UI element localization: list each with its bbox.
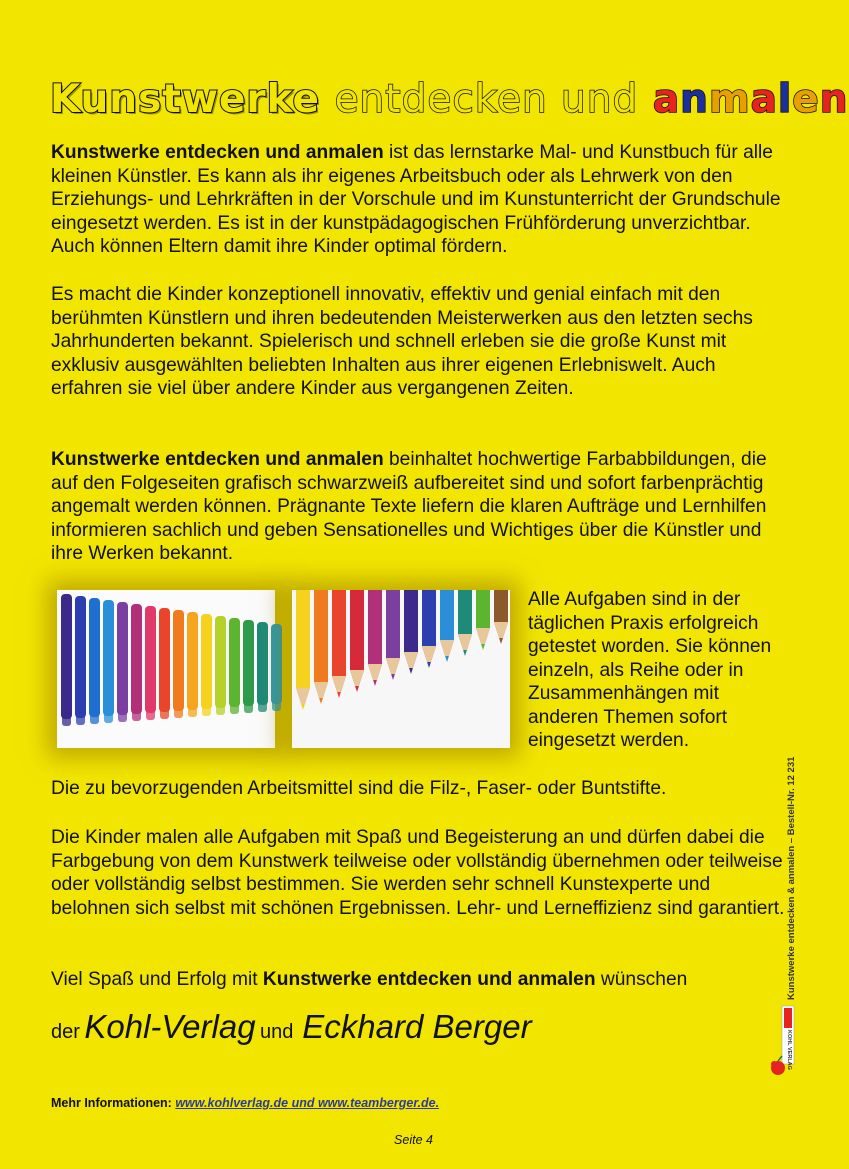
page-title bbox=[50, 74, 849, 126]
marker-cap bbox=[230, 700, 239, 714]
title-letter: l bbox=[777, 77, 793, 122]
title-letter: n bbox=[680, 77, 709, 122]
title-letter: e bbox=[792, 77, 820, 122]
signature-und: und bbox=[260, 1021, 294, 1043]
signature-author: Eckhard Berger bbox=[302, 1008, 532, 1045]
marker-cap bbox=[90, 710, 99, 724]
markers-illustration bbox=[57, 590, 275, 748]
more-info-links[interactable]: www.kohlverlag.de und www.teamberger.de. bbox=[175, 1096, 440, 1110]
marker-cap bbox=[104, 709, 113, 723]
more-info bbox=[51, 1096, 439, 1110]
content-text: beinhaltet hochwertige Farbabbildungen, die auf den Folgeseiten grafisch schwarzweiß aufbereitet sind und sofort farbenprächtig angemalt werden können. Prägnante Texte liefern die klaren Aufträge und Lernhilfen informieren sachlich und geben Sensationelles und Wichtiges über die Künstler und ihre Werken bekannt. bbox=[51, 449, 767, 565]
title-part-anmalen bbox=[653, 77, 849, 122]
marker-cap bbox=[146, 706, 155, 720]
wishes-pre: Viel Spaß und Erfolg mit bbox=[51, 969, 263, 990]
intro-bold-title: Kunstwerke entdecken und anmalen bbox=[51, 142, 384, 163]
signature-der: der bbox=[51, 1021, 80, 1043]
signature-publisher: Kohl-Verlag bbox=[84, 1008, 256, 1045]
intro-text: ist das lernstarke Mal- und Kunstbuch für alle kleinen Künstler. Es kann als ihr eigenes Arbeitsbuch oder als Lehrwerk von den Erziehungs- und Lehrkräften in der Vorschule und im Kunstunterricht der Grundschule eingesetzt werden. Es ist in der kunstpädagogischen Frühförderung unverzichtbar. Auch können Eltern damit ihre Kinder optimal fördern. bbox=[51, 142, 781, 258]
wishes-paragraph bbox=[51, 968, 786, 992]
marker-cap bbox=[76, 711, 85, 725]
title-part-entdecken-und: entdecken und bbox=[334, 77, 639, 122]
signature bbox=[51, 1008, 532, 1046]
title-letter: a bbox=[750, 77, 778, 122]
kohl-verlag-logo bbox=[768, 1006, 808, 1078]
title-part-kunstwerke: Kunstwerke bbox=[50, 77, 320, 122]
side-paragraph: Alle Aufgaben sind in der täglichen Praxis erfolgreich getestet worden. Sie können einzeln, als Reihe oder in Zusammenhängen mit anderen Themen sofort eingesetzt werden. bbox=[528, 589, 772, 751]
marker-shape bbox=[173, 610, 184, 711]
marker-cap bbox=[160, 705, 169, 719]
page-number: Seite 4 bbox=[394, 1133, 433, 1147]
intro-paragraph bbox=[51, 141, 786, 259]
marker-cap bbox=[216, 701, 225, 715]
marker-shape bbox=[215, 616, 226, 708]
wishes-bold-title: Kunstwerke entdecken und anmalen bbox=[262, 969, 596, 990]
marker-shape bbox=[145, 606, 156, 713]
felt-tip-markers-photo bbox=[57, 590, 275, 748]
materials-paragraph: Die zu bevorzugenden Arbeitsmittel sind die Filz-, Faser- oder Buntstifte. bbox=[51, 778, 667, 799]
marker-cap bbox=[188, 703, 197, 717]
marker-shape bbox=[131, 604, 142, 714]
marker-shape bbox=[159, 608, 170, 712]
concept-paragraph: Es macht die Kinder konzeptionell innovativ, effektiv und genial einfach mit den berühmten Künstlern und ihren bedeutenden Meisterwerken aus den letzten sechs Jahrhunderten bekannt. Spielerisch und schnell erleben sie die große Kunst mit exklusiv ausgewählten beliebten Inhalten aus ihrer eigenen Erlebniswelt. Auch erfahren sie viel über andere Kinder aus vergangenen Zeiten. bbox=[51, 284, 753, 400]
marker-cap bbox=[202, 702, 211, 716]
logo-text: KOHL VERLAG bbox=[786, 1030, 792, 1070]
more-info-label: Mehr Informationen: bbox=[51, 1096, 172, 1110]
marker-shape bbox=[187, 612, 198, 710]
title-letter: a bbox=[652, 77, 681, 122]
marker-shape bbox=[271, 624, 282, 704]
marker-shape bbox=[75, 596, 86, 718]
marker-shape bbox=[61, 594, 72, 719]
marker-shape bbox=[103, 600, 114, 716]
marker-shape bbox=[89, 598, 100, 717]
marker-cap bbox=[258, 698, 267, 712]
content-bold-title: Kunstwerke entdecken und anmalen bbox=[51, 449, 384, 470]
closing-paragraph: Die Kinder malen alle Aufgaben mit Spaß und Begeisterung an und dürfen dabei die Farbgebung von dem Kunstwerk teilweise oder vollständig übernehmen oder teilweise oder vollständig selbst bestimmen. Sie werden sehr schnell Kunstexperte und belohnen sich selbst mit schönen Ergebnissen. Lehr- und Lerneffizienz sind garantiert. bbox=[51, 827, 785, 919]
title-letter: n bbox=[819, 77, 849, 122]
marker-shape bbox=[229, 618, 240, 707]
marker-cap bbox=[118, 708, 127, 722]
title-letter: m bbox=[708, 77, 751, 122]
marker-shape bbox=[201, 614, 212, 709]
marker-cap bbox=[132, 707, 141, 721]
pencils-illustration bbox=[292, 590, 510, 748]
wishes-post: wünschen bbox=[595, 969, 688, 990]
content-paragraph bbox=[51, 448, 786, 566]
colored-pencils-photo bbox=[292, 590, 510, 748]
marker-shape bbox=[243, 620, 254, 706]
marker-cap bbox=[244, 699, 253, 713]
marker-cap bbox=[62, 712, 71, 726]
marker-cap bbox=[174, 704, 183, 718]
marker-shape bbox=[257, 622, 268, 705]
marker-cap bbox=[272, 697, 281, 711]
side-order-label: Kunstwerke entdecken & anmalen – Bestell-Nr. 12 231 bbox=[786, 756, 797, 1000]
marker-shape bbox=[117, 602, 128, 715]
